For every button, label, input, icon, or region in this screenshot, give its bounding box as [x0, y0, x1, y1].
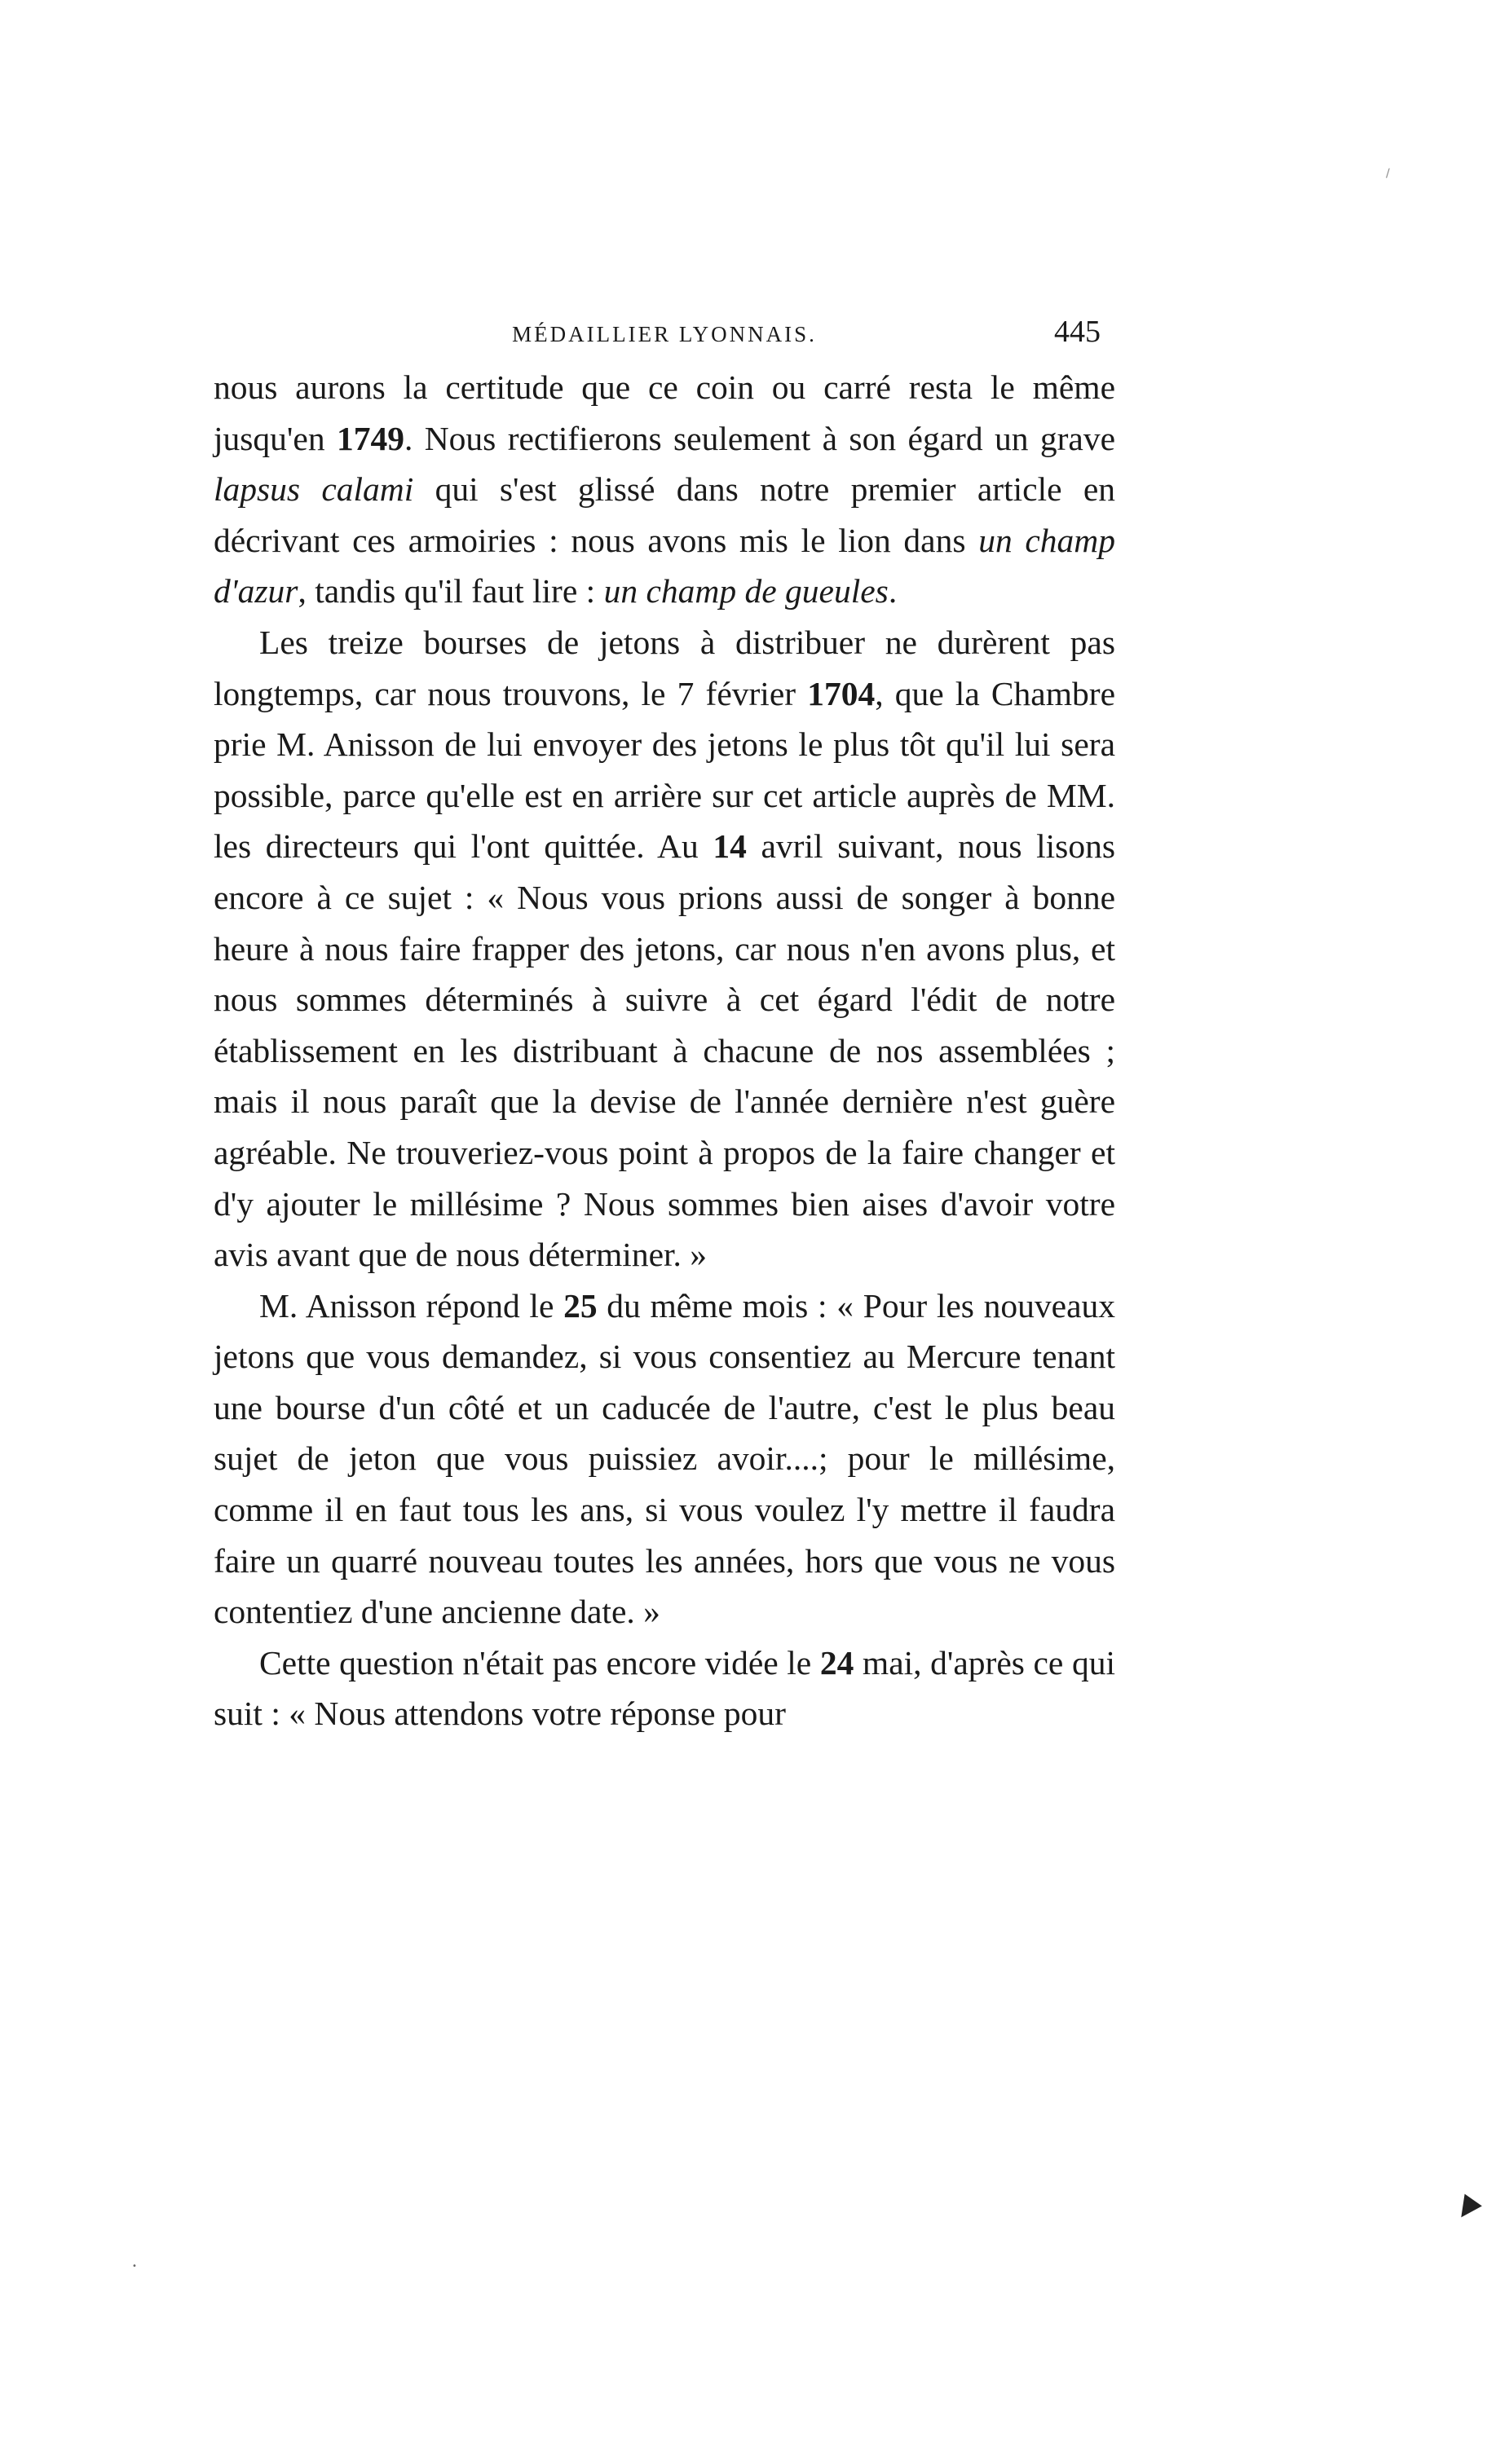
scan-speck-mark: ▼ — [1449, 2188, 1487, 2227]
text-run: nous aurons la certitude que ce coin ou carré resta le même jusqu'en — [214, 368, 1115, 457]
numeral: 25 — [563, 1286, 598, 1325]
body-text — [214, 362, 1115, 1739]
text-run: avril suivant, nous lisons encore à ce sujet : « Nous vous prions aussi de songer à bonne heure à nous faire frapper des jetons, car nous n'en avons plus, et nous sommes déterminés à suivre à cet égard l'édit de notre établissement en les distribuant à chacune de nos assemblées ; mais il nous paraît que la devise de l'année dernière n'est guère agréable. Ne trouveriez-vous point à propos de la faire changer et d'y ajouter le millésime ? Nous sommes bien aises d'avoir votre avis avant que de nous déterminer. » — [214, 827, 1115, 1274]
text-run: M. Anisson répond le — [259, 1286, 564, 1325]
paragraph — [214, 1638, 1115, 1739]
italic-phrase: un champ d'azur — [214, 521, 1116, 610]
paragraph — [214, 362, 1115, 617]
text-run: Cette question n'était pas encore vidée le — [259, 1643, 820, 1682]
text-run: , tandis qu'il faut lire : — [298, 572, 604, 610]
numeral: 1749 — [336, 419, 404, 457]
text-run: , que la Chambre prie M. Anisson de lui envoyer des jetons le plus tôt qu'il lui sera possible, parce qu'elle est en arrière sur cet article auprès de MM. les directeurs qui l'ont quittée. Au — [214, 674, 1115, 866]
page-number: 445 — [1054, 315, 1101, 349]
italic-phrase: lapsus calami — [214, 470, 414, 509]
text-run: qui s'est glissé dans notre premier article en décrivant ces armoiries : nous avons mis le lion dans — [214, 470, 1115, 559]
scan-speck-mark: • — [132, 2262, 137, 2271]
text-run: mai, d'après ce qui suit : « Nous attendons votre réponse pour — [214, 1643, 1115, 1733]
text-run: Les treize bourses de jetons à distribuer ne durèrent pas longtemps, car nous trouvons, le 7 février — [214, 623, 1115, 712]
paragraph — [214, 617, 1115, 1280]
text-run: . — [888, 572, 898, 610]
numeral: 24 — [819, 1643, 854, 1682]
page-header — [214, 314, 1115, 363]
running-head: MÉDAILLIER LYONNAIS. — [512, 322, 817, 346]
italic-phrase: un champ de gueules — [603, 572, 889, 610]
paragraph — [214, 1280, 1115, 1638]
numeral: 14 — [713, 827, 747, 866]
text-run: . Nous rectifierons seulement à son égard un grave — [404, 419, 1116, 457]
text-run: du même mois : « Pour les nouveaux jetons que vous demandez, si vous consentiez au Mercure tenant une bourse d'un côté et un caducée de l'autre, c'est le plus beau sujet de jeton que vous puissiez avoir....; pour le millésime, comme il en faut tous les ans, si vous voulez l'y mettre il faudra faire un quarré nouveau toutes les années, hors que vous ne vous contentiez d'une ancienne date. » — [214, 1286, 1115, 1631]
scan-speck-mark: / — [1386, 167, 1390, 180]
numeral: 1704 — [807, 674, 876, 712]
